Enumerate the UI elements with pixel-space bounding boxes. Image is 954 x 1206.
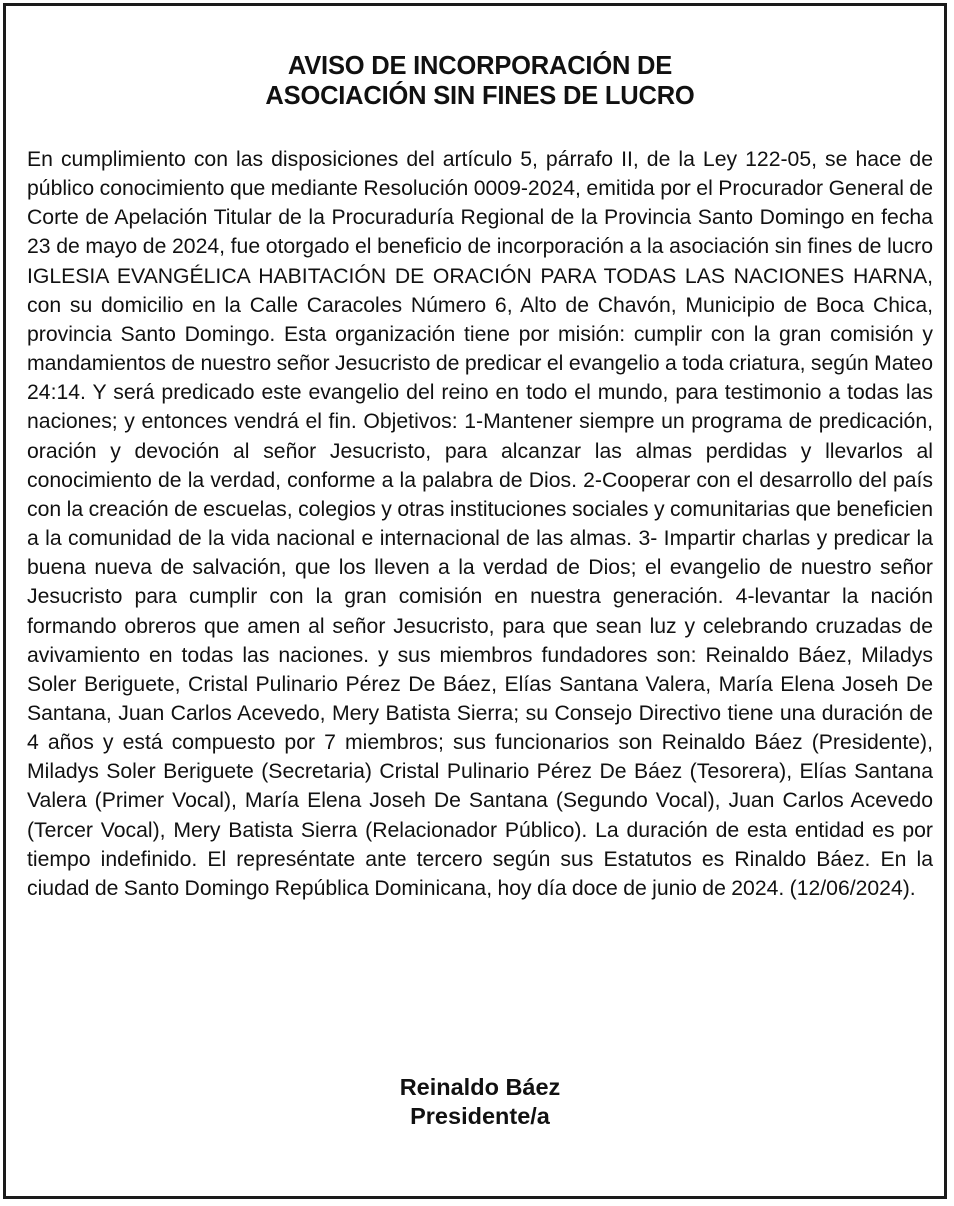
signature-name: Reinaldo Báez bbox=[399, 1074, 561, 1100]
title-line-1: AVISO DE INCORPORACIÓN DE bbox=[287, 52, 673, 80]
signature-role: Presidente/a bbox=[410, 1103, 550, 1129]
notice-frame bbox=[3, 3, 947, 1199]
notice-body: En cumplimiento con las disposiciones del artículo 5, párrafo II, de la Ley 122-05, se hace de público conocimiento que mediante Resolución 0009-2024, emitida por el Procurador General de Corte de Apelación Titular de la Procuraduría Regional de la Provincia Santo Domingo en fecha 23 de mayo de 2024, fue otorgado el beneficio de incorporación a la asociación sin fines de lucro IGLESIA EVANGÉLICA HABITACIÓN DE ORACIÓN PARA TODAS LAS NACIONES HARNA, con su domicilio en la Calle Caracoles Número 6, Alto de Chavón, Municipio de Boca Chica, provincia Santo Domingo. Esta organización tiene por misión: cumplir con la gran comisión y mandamientos de nuestro señor Jesucristo de predicar el evangelio a toda criatura, según Mateo 24:14. Y será predicado este evangelio del reino en todo el mundo, para testimonio a todas las naciones; y entonces vendrá el fin. Objetivos: 1-Mantener siempre un programa de predicación, oración y devoción al señor Jesucristo, para alcanzar las almas perdidas y llevarlos al conocimiento de la verdad, conforme a la palabra de Dios. 2-Cooperar con el desarrollo del país con la creación de escuelas, colegios y otras instituciones sociales y comunitarias que beneficien a la comunidad de la vida nacional e internacional de las almas. 3- Impartir charlas y predicar la buena nueva de salvación, que los lleven a la verdad de Dios; el evangelio de nuestro señor Jesucristo para cumplir con la gran comisión en nuestra generación. 4-levantar la nación formando obreros que amen al señor Jesucristo, para que sean luz y celebrando cruzadas de avivamiento en todas las naciones. y sus miembros fundadores son: Reinaldo Báez, Miladys Soler Beriguete, Cristal Pulinario Pérez De Báez, Elías Santana Valera, María Elena Joseh De Santana, Juan Carlos Acevedo, Mery Batista Sierra; su Consejo Directivo tiene una duración de 4 años y está compuesto por 7 miembros; sus funcionarios son Reinaldo Báez (Presidente), Miladys Soler Beriguete (Secretaria) Cristal Pulinario Pérez De Báez (Tesorera), Elías Santana Valera (Primer Vocal), María Elena Joseh De Santana (Segundo Vocal), Juan Carlos Acevedo (Tercer Vocal), Mery Batista Sierra (Relacionador Público). La duración de esta entidad es por tiempo indefinido. El represéntate ante tercero según sus Estatutos es Rinaldo Báez. En la ciudad de Santo Domingo República Dominicana, hoy día doce de junio de 2024. (12/06/2024). bbox=[27, 148, 933, 900]
notice-title bbox=[6, 51, 954, 111]
title-line-2: ASOCIACIÓN SIN FINES DE LUCRO bbox=[265, 82, 695, 110]
signature-block bbox=[6, 1073, 954, 1131]
